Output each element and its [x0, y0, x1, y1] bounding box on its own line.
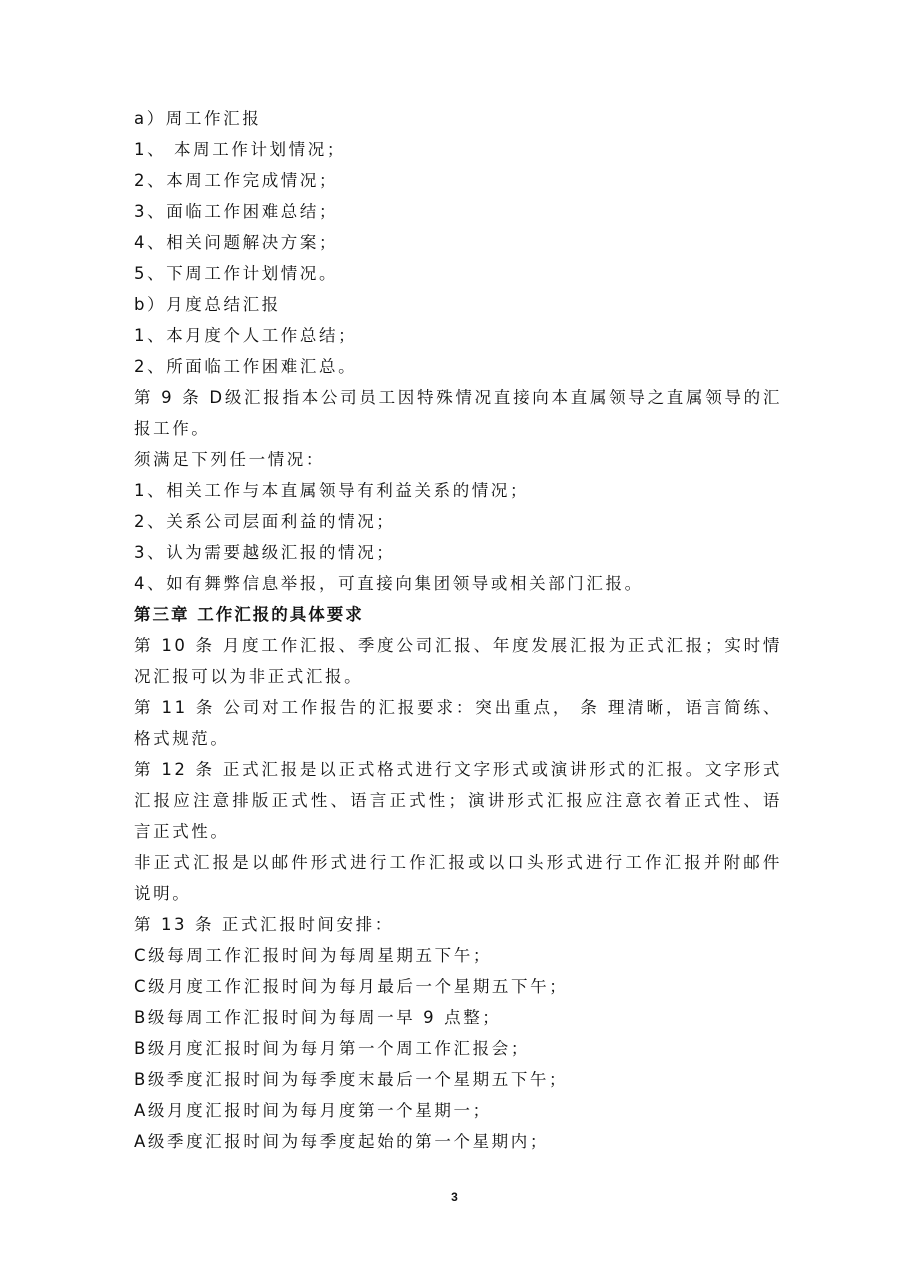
schedule-item: A级季度汇报时间为每季度起始的第一个星期内；	[134, 1132, 549, 1151]
monthly-report-subheading: b）月度总结汇报	[134, 295, 281, 314]
article-9: 第 9 条 D级汇报指本公司员工因特殊情况直接向本直属领导之直属领导的汇报工作。	[134, 388, 782, 438]
article-11: 第 11 条 公司对工作报告的汇报要求：突出重点， 条 理清晰，语言简练、格式规范。	[134, 698, 782, 748]
list-item: 5、下周工作计划情况。	[134, 264, 339, 283]
document-body	[134, 103, 782, 1157]
list-item: 4、如有舞弊信息举报，可直接向集团领导或相关部门汇报。	[134, 574, 644, 593]
schedule-item: B级月度汇报时间为每月第一个周工作汇报会；	[134, 1039, 530, 1058]
article-12: 第 12 条 正式汇报是以正式格式进行文字形式或演讲形式的汇报。文字形式汇报应注意排版正式性、语言正式性；演讲形式汇报应注意衣着正式性、语言正式性。	[134, 760, 782, 841]
list-item: 1、本月度个人工作总结；	[134, 326, 358, 345]
schedule-item: B级季度汇报时间为每季度末最后一个星期五下午；	[134, 1070, 569, 1089]
list-item: 2、关系公司层面利益的情况；	[134, 512, 396, 531]
schedule-item: C级月度工作汇报时间为每月最后一个星期五下午；	[134, 977, 569, 996]
list-item: 2、所面临工作困难汇总。	[134, 357, 358, 376]
chapter-title: 第三章 工作汇报的具体要求	[134, 605, 364, 624]
article-10: 第 10 条 月度工作汇报、季度公司汇报、年度发展汇报为正式汇报；实时情况汇报可以为非正式汇报。	[134, 636, 782, 686]
informal-report-note: 非正式汇报是以邮件形式进行工作汇报或以口头形式进行工作汇报并附邮件说明。	[134, 853, 782, 903]
conditions-intro: 须满足下列任一情况：	[134, 450, 325, 469]
list-item: 3、面临工作困难总结；	[134, 202, 339, 221]
schedule-item: B级每周工作汇报时间为每周一早 9 点整；	[134, 1008, 502, 1027]
list-item: 2、本周工作完成情况；	[134, 171, 339, 190]
schedule-item: A级月度汇报时间为每月度第一个星期一；	[134, 1101, 492, 1120]
page-number: 3	[451, 1190, 458, 1204]
schedule-item: C级每周工作汇报时间为每周星期五下午；	[134, 946, 492, 965]
list-item: 4、相关问题解决方案；	[134, 233, 339, 252]
article-13: 第 13 条 正式汇报时间安排：	[134, 915, 394, 934]
weekly-report-subheading: a）周工作汇报	[134, 109, 262, 128]
list-item: 1、相关工作与本直属领导有利益关系的情况；	[134, 481, 530, 500]
list-item: 3、认为需要越级汇报的情况；	[134, 543, 396, 562]
list-item: 1、 本周工作计划情况；	[134, 140, 346, 159]
